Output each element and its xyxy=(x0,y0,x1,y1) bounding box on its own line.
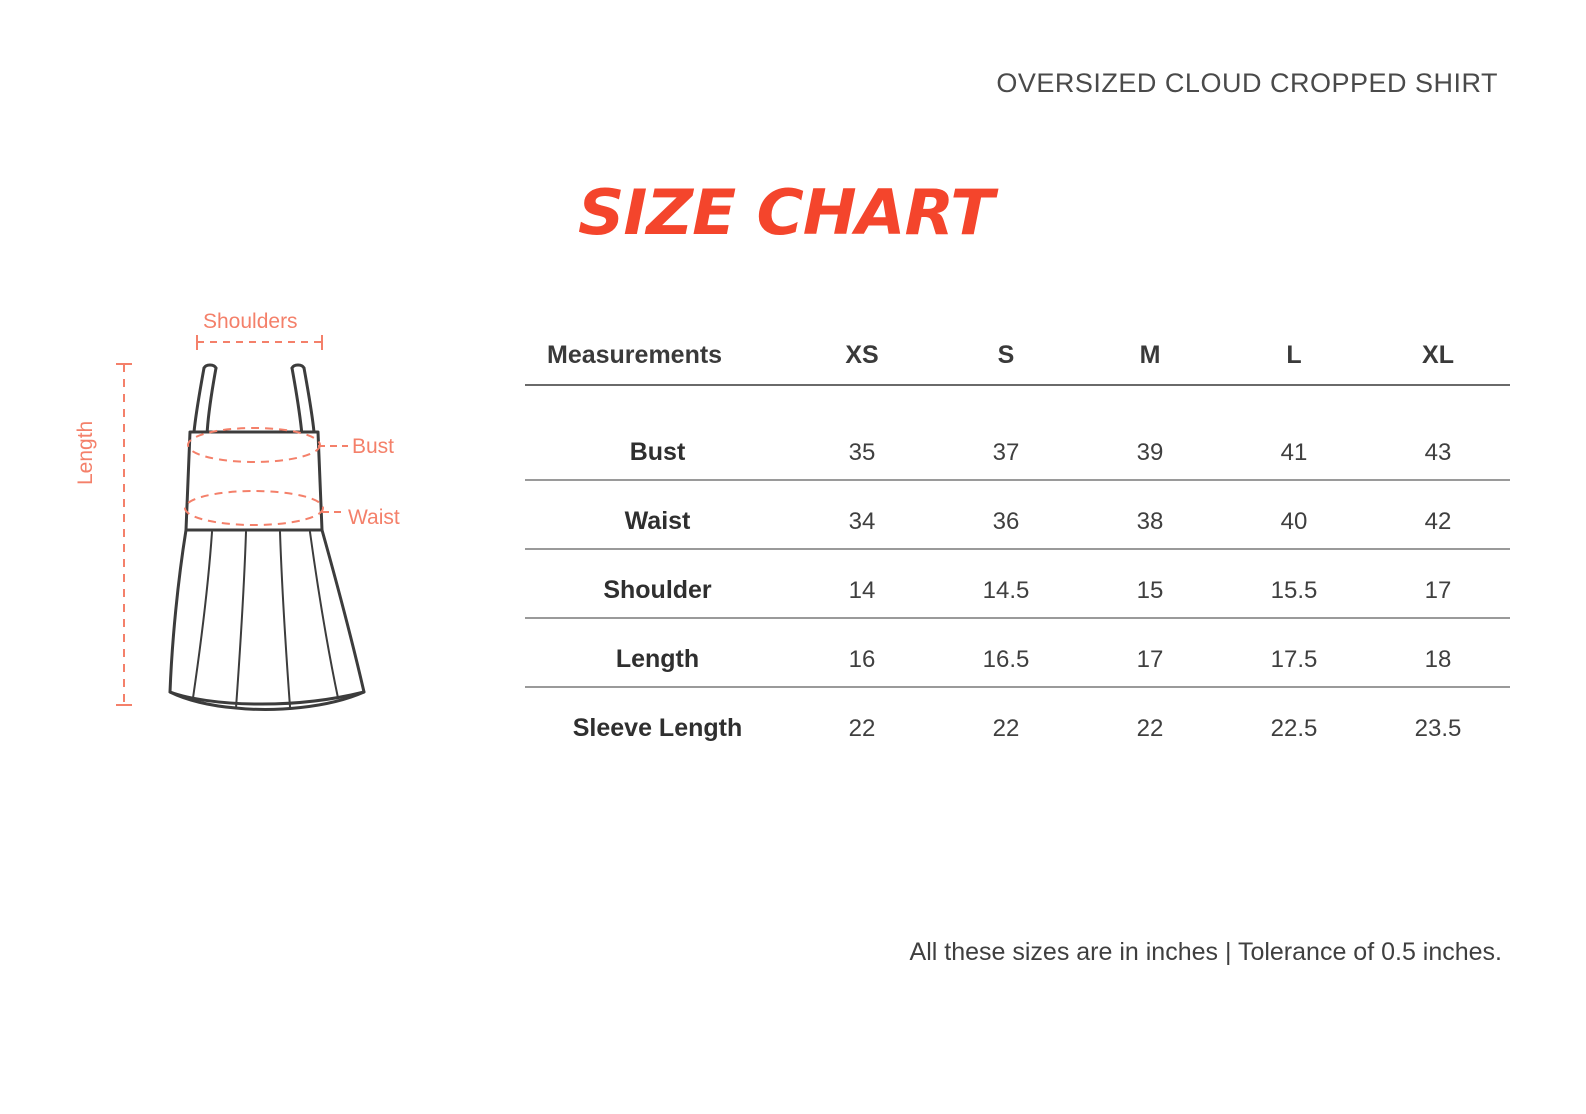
cell-sleeve-length-s: 22 xyxy=(992,714,1020,742)
cell-length-s: 16.5 xyxy=(934,618,1078,687)
cell-shoulder-l: 15.5 xyxy=(1222,549,1366,618)
diagram-label-waist: Waist xyxy=(348,506,400,529)
cell-sleeve-length-xl: 23.5 xyxy=(1414,714,1462,742)
cell-bust-s: 37 xyxy=(934,385,1078,480)
cell-shoulder-s: 14.5 xyxy=(934,549,1078,618)
cell-bust-xl: 43 xyxy=(1366,385,1510,480)
cell-shoulder-xs: 14 xyxy=(790,549,934,618)
cell-length-xs: 16 xyxy=(790,618,934,687)
cell-length-xl: 18 xyxy=(1366,618,1510,687)
cell-waist-m: 38 xyxy=(1078,480,1222,549)
cell-length-m: 17 xyxy=(1078,618,1222,687)
table-header-row xyxy=(525,340,1510,385)
column-header-measurements: Measurements xyxy=(525,340,790,385)
row-label-shoulder: Shoulder xyxy=(525,549,790,618)
cell-waist-xs: 34 xyxy=(790,480,934,549)
column-header-l: L xyxy=(1222,340,1366,385)
column-header-xs: XS xyxy=(790,340,934,385)
garment-diagram xyxy=(60,280,490,740)
cell-bust-xs: 35 xyxy=(790,385,934,480)
diagram-label-length: Length xyxy=(74,420,97,485)
cell-length-l: 17.5 xyxy=(1222,618,1366,687)
product-title: OVERSIZED CLOUD CROPPED SHIRT xyxy=(996,68,1498,98)
cell-sleeve-length-m: 22 xyxy=(1136,714,1164,742)
cell-sleeve-length-xs: 22 xyxy=(848,714,876,742)
row-label-bust: Bust xyxy=(525,385,790,480)
column-header-xl: XL xyxy=(1366,340,1510,385)
cell-waist-s: 36 xyxy=(934,480,1078,549)
size-chart-table xyxy=(525,340,1510,755)
cell-sleeve-length-l: 22.5 xyxy=(1270,714,1318,742)
row-label-length: Length xyxy=(525,618,790,687)
dress-line-drawing-svg xyxy=(60,280,490,740)
column-header-s: S xyxy=(934,340,1078,385)
diagram-label-shoulders: Shoulders xyxy=(203,310,298,333)
page-title: SIZE CHART xyxy=(578,176,994,249)
cell-shoulder-xl: 17 xyxy=(1366,549,1510,618)
cell-waist-xl: 42 xyxy=(1366,480,1510,549)
diagram-label-bust: Bust xyxy=(352,435,395,458)
column-header-m: M xyxy=(1078,340,1222,385)
table-row xyxy=(525,385,1510,480)
units-note: All these sizes are in inches | Tolerance of 0.5 inches. xyxy=(909,938,1502,966)
table-row xyxy=(525,480,1510,549)
cell-bust-m: 39 xyxy=(1078,385,1222,480)
cell-bust-l: 41 xyxy=(1222,385,1366,480)
row-label-sleeve-length: Sleeve Length xyxy=(572,714,743,742)
cell-waist-l: 40 xyxy=(1222,480,1366,549)
cell-shoulder-m: 15 xyxy=(1078,549,1222,618)
table-row xyxy=(525,549,1510,618)
table-row xyxy=(525,618,1510,687)
row-label-waist: Waist xyxy=(525,480,790,549)
table-row xyxy=(525,687,1510,755)
